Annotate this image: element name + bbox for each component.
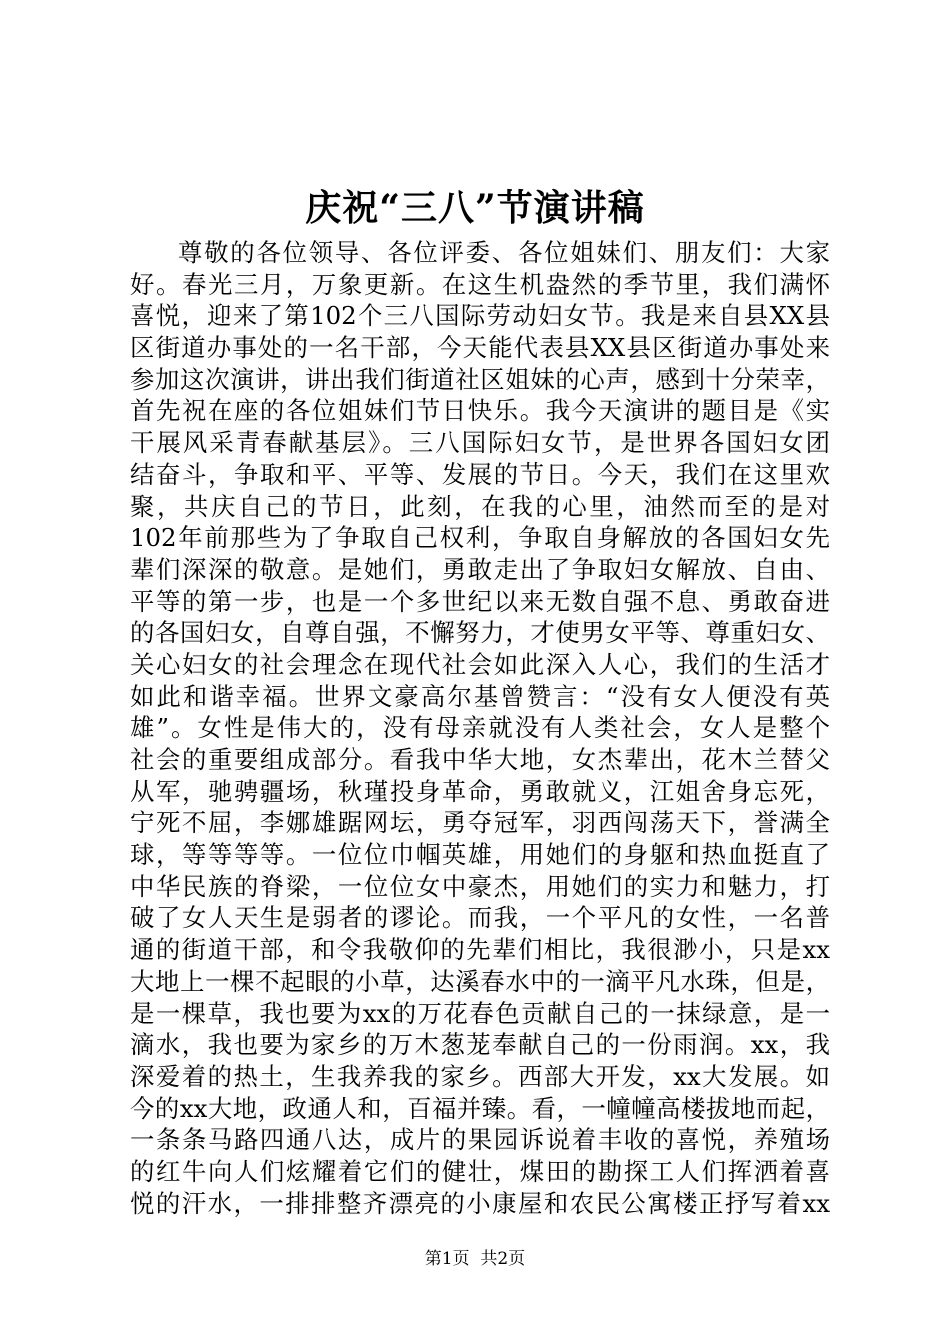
body-line: 宁死不屈，李娜雄踞网坛，勇夺冠军，羽西闯荡天下，誉满全 <box>130 808 830 838</box>
body-line: 悦的汗水，一排排整齐漂亮的小康屋和农民公寓楼正抒写着xx <box>130 1188 830 1218</box>
body-line: 球，等等等等。一位位巾帼英雄，用她们的身躯和热血挺直了 <box>130 840 830 870</box>
body-line: 雄”。女性是伟大的，没有母亲就没有人类社会，女人是整个 <box>130 713 830 743</box>
body-line: 深爱着的热土，生我养我的家乡。西部大开发，xx大发展。如 <box>130 1061 830 1091</box>
body-line: 参加这次演讲，讲出我们街道社区姐妹的心声，感到十分荣幸， <box>130 364 830 394</box>
body-line: 的红牛向人们炫耀着它们的健壮，煤田的勘探工人们挥洒着喜 <box>130 1156 830 1186</box>
body-line: 平等的第一步，也是一个多世纪以来无数自强不息、勇敢奋进 <box>130 586 830 616</box>
speech-body <box>130 237 830 1219</box>
body-line: 好。春光三月，万象更新。在这生机盎然的季节里，我们满怀 <box>130 269 830 299</box>
body-line: 关心妇女的社会理念在现代社会如此深入人心，我们的生活才 <box>130 649 830 679</box>
body-line: 首先祝在座的各位姐妹们节日快乐。我今天演讲的题目是《实 <box>130 396 830 426</box>
body-line: 是一棵草，我也要为xx的万花春色贡献自己的一抹绿意，是一 <box>130 998 830 1028</box>
body-line: 的各国妇女，自尊自强，不懈努力，才使男女平等、尊重妇女、 <box>130 618 830 648</box>
page-number: 第1页 <box>424 1249 470 1269</box>
body-line: 从军，驰骋疆场，秋瑾投身革命，勇敢就义，江姐舍身忘死， <box>130 776 830 806</box>
body-line: 区街道办事处的一名干部，今天能代表县XX县区街道办事处来 <box>130 333 830 363</box>
body-line: 滴水，我也要为家乡的万木葱茏奉献自己的一份雨润。xx，我 <box>130 1030 830 1060</box>
body-line: 中华民族的脊梁，一位位女中豪杰，用她们的实力和魅力，打 <box>130 871 830 901</box>
page-footer <box>0 1244 950 1269</box>
document-title: 庆祝“三八”节演讲稿 <box>305 187 645 229</box>
body-line: 尊敬的各位领导、各位评委、各位姐妹们、朋友们：大家 <box>178 238 830 267</box>
body-line: 今的xx大地，政通人和，百福并臻。看，一幢幢高楼拔地而起， <box>130 1093 830 1123</box>
body-line: 破了女人天生是弱者的谬论。而我，一个平凡的女性，一名普 <box>130 903 830 933</box>
body-line: 结奋斗，争取和平、平等、发展的节日。今天，我们在这里欢 <box>130 459 830 489</box>
body-line: 一条条马路四通八达，成片的果园诉说着丰收的喜悦，养殖场 <box>130 1125 830 1155</box>
body-line: 大地上一棵不起眼的小草，达溪春水中的一滴平凡水珠，但是， <box>130 966 830 996</box>
body-line: 聚，共庆自己的节日，此刻，在我的心里，油然而至的是对 <box>130 491 830 521</box>
body-line: 喜悦，迎来了第102个三八国际劳动妇女节。我是来自县XX县 <box>130 301 830 331</box>
body-line: 社会的重要组成部分。看我中华大地，女杰辈出，花木兰替父 <box>130 745 830 774</box>
body-line: 辈们深深的敬意。是她们，勇敢走出了争取妇女解放、自由、 <box>130 554 830 584</box>
body-line: 102年前那些为了争取自己权利，争取自身解放的各国妇女先 <box>130 523 830 553</box>
body-line: 通的街道干部，和令我敬仰的先辈们相比，我很渺小，只是xx <box>130 935 830 965</box>
body-line: 如此和谐幸福。世界文豪高尔基曾赞言：“没有女人便没有英 <box>130 681 830 711</box>
body-line: 干展风采青春献基层》。三八国际妇女节，是世界各国妇女团 <box>130 428 830 458</box>
page-total: 共2页 <box>480 1249 526 1269</box>
